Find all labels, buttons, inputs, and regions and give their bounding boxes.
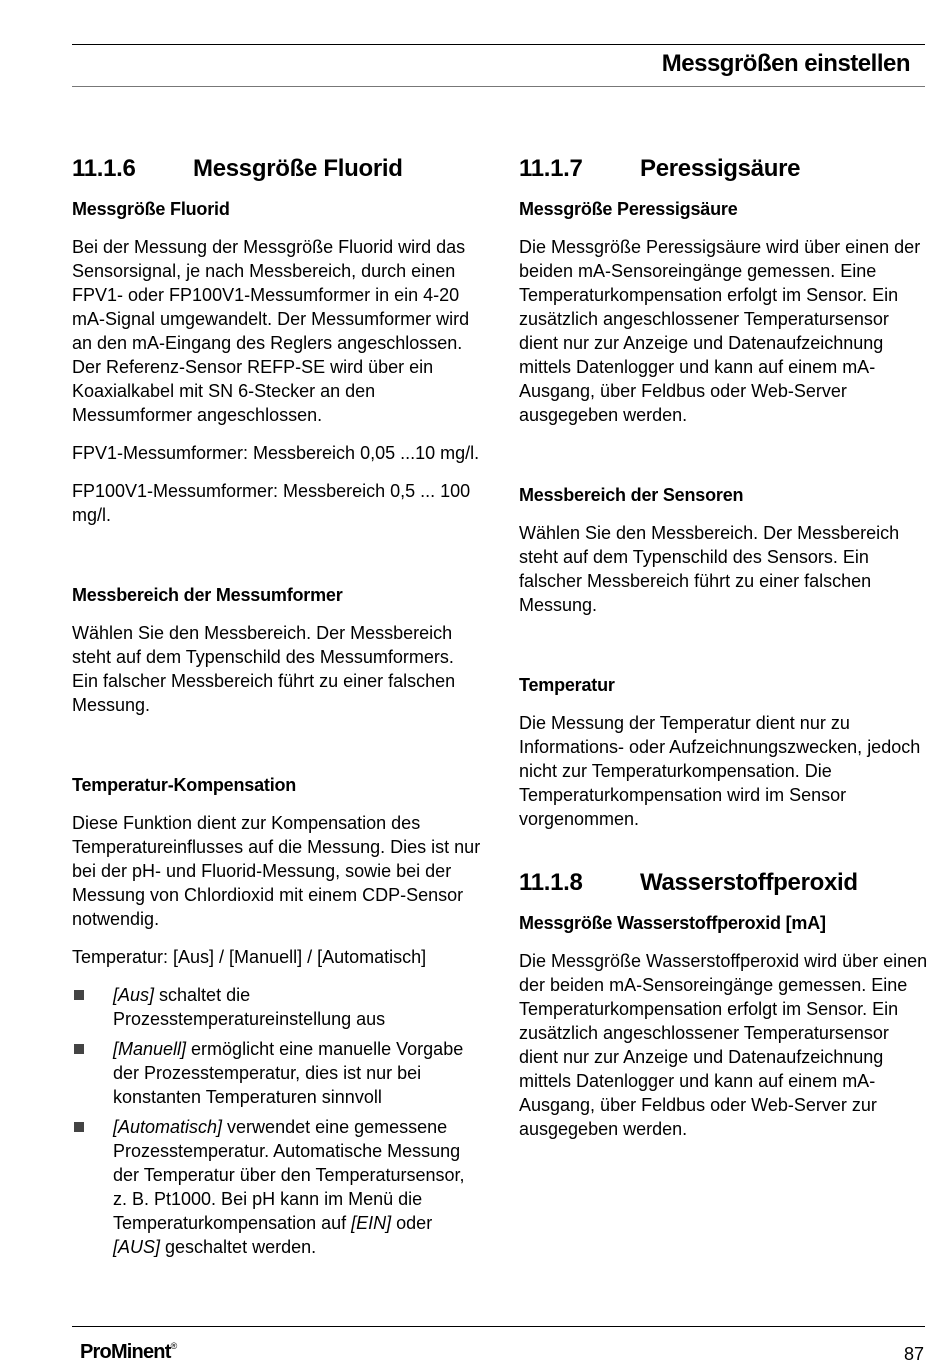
paragraph: Die Messgröße Peressigsäure wird über einen der beiden mA-Sensoreingänge gemessen. Eine Temperaturkompensation erfolgt im Sensor. Ein zusätzlich angeschlossener Temperatursensor dient nur zur Anzeige und Datenaufzeichnung mittels Datenlogger und kann auf einem mA-Ausgang, über Feldbus oder Web-Server ausgegeben werden. (519, 237, 921, 425)
subheading: Messbereich der Sensoren (519, 485, 744, 505)
subheading: Messbereich der Messumformer (72, 585, 343, 605)
option-text: verwendet eine gemessene Prozesstemperatur. Automatische Messung der Temperatur über den Temperatursensor, z. B. Pt1000. Bei pH kann im Menü die Temperaturkompensation auf (113, 1117, 465, 1233)
subheading: Messgröße Peressigsäure (519, 199, 738, 219)
paragraph: FP100V1-Messumformer: Messbereich 0,5 ... 100 mg/l. (72, 481, 471, 525)
paragraph: Die Messgröße Wasserstoffperoxid wird über einen der beiden mA-Sensoreingänge gemessen. Eine Temperaturkompensation erfolgt im Sensor. Ein zusätzlich angeschlossener Temperatursensor dient nur zur Anzeige und Datenaufzeichnung mittels Datenlogger und kann auf einem mA-Ausgang, über Feldbus oder Web-Server zur ausgegeben werden. (519, 951, 928, 1139)
subheading: Temperatur (519, 675, 615, 695)
option-list (72, 983, 482, 1259)
bullet-square-icon (74, 1044, 84, 1054)
page-number: 87 (903, 1344, 924, 1364)
section-heading-wasserstoffperoxid (519, 869, 929, 897)
section-heading-fluorid (72, 155, 482, 183)
section-number: 11.1.8 (519, 869, 583, 896)
list-item (72, 1037, 482, 1109)
subheading: Messgröße Fluorid (72, 199, 230, 219)
section-heading-peressigsaeure (519, 155, 929, 183)
subheading: Temperatur-Kompensation (72, 775, 297, 795)
paragraph: Bei der Messung der Messgröße Fluorid wird das Sensorsignal, je nach Messbereich, durch einen FPV1- oder FP100V1-Messumformer in ein 4-20 mA-Signal umgewandelt. Der Messumformer wird an den mA-Eingang des Reglers angeschlossen. Der Referenz-Sensor REFP-SE wird über ein Koaxialkabel mit SN 6-Stecker an den Messumformer angeschlossen. (72, 237, 470, 425)
bullet-square-icon (74, 1122, 84, 1132)
page-title: Messgrößen einstellen (661, 50, 910, 77)
paragraph: Diese Funktion dient zur Kompensation des Temperatureinflusses auf die Messung. Dies ist nur bei der pH- und Fluorid-Messung, sowie bei der Messung von Chlordioxid mit einem CDP-Sensor notwendig. (72, 813, 481, 929)
paragraph: Wählen Sie den Messbereich. Der Messbereich steht auf dem Typenschild des Messumformers. Ein falscher Messbereich führt zu einer falschen Messung. (72, 623, 456, 715)
option-key: [Manuell] (113, 1039, 187, 1059)
footer-rule (72, 1326, 925, 1327)
option-key: [Automatisch] (113, 1117, 223, 1137)
paragraph: Wählen Sie den Messbereich. Der Messbereich steht auf dem Typenschild des Sensors. Ein falscher Messbereich führt zu einer falschen Messung. (519, 523, 900, 615)
spacer (519, 845, 929, 869)
prominent-logo (80, 1341, 176, 1364)
paragraph: FPV1-Messumformer: Messbereich 0,05 ...10 mg/l. (72, 443, 480, 463)
option-key: [Aus] (113, 985, 155, 1005)
section-number: 11.1.7 (519, 155, 583, 182)
section-title: Messgröße Fluorid (193, 155, 403, 182)
option-text: oder (391, 1213, 433, 1233)
logo-text: ProMinent (80, 1341, 171, 1363)
spacer (519, 631, 929, 675)
right-column (519, 155, 929, 1155)
left-column (72, 155, 482, 1265)
list-item (72, 1115, 482, 1259)
section-title: Wasserstoffperoxid (640, 869, 858, 896)
option-key: [EIN] (351, 1213, 392, 1233)
spacer (519, 441, 929, 485)
registered-mark: ® (170, 1341, 177, 1351)
section-number: 11.1.6 (72, 155, 136, 182)
paragraph: Temperatur: [Aus] / [Manuell] / [Automatisch] (72, 947, 427, 967)
option-key: [AUS] (113, 1237, 161, 1257)
spacer (72, 731, 482, 775)
header-rule-bottom (72, 86, 925, 87)
paragraph: Die Messung der Temperatur dient nur zu Informations- oder Aufzeichnungszwecken, jedoch nicht zur Temperaturkompensation. Die Temperaturkompensation wird im Sensor vorgenommen. (519, 713, 921, 829)
option-text: geschaltet werden. (160, 1237, 317, 1257)
option-text: ermöglicht eine manuelle Vorgabe der Prozesstemperatur, dies ist nur bei konstanten Temperaturen sinnvoll (113, 1039, 464, 1107)
bullet-square-icon (74, 990, 84, 1000)
section-title: Peressigsäure (640, 155, 801, 182)
header-rule-top (72, 44, 925, 45)
option-text: schaltet die Prozesstemperatureinstellung aus (113, 985, 386, 1029)
list-item (72, 983, 482, 1031)
subheading: Messgröße Wasserstoffperoxid [mA] (519, 913, 826, 933)
spacer (72, 541, 482, 585)
